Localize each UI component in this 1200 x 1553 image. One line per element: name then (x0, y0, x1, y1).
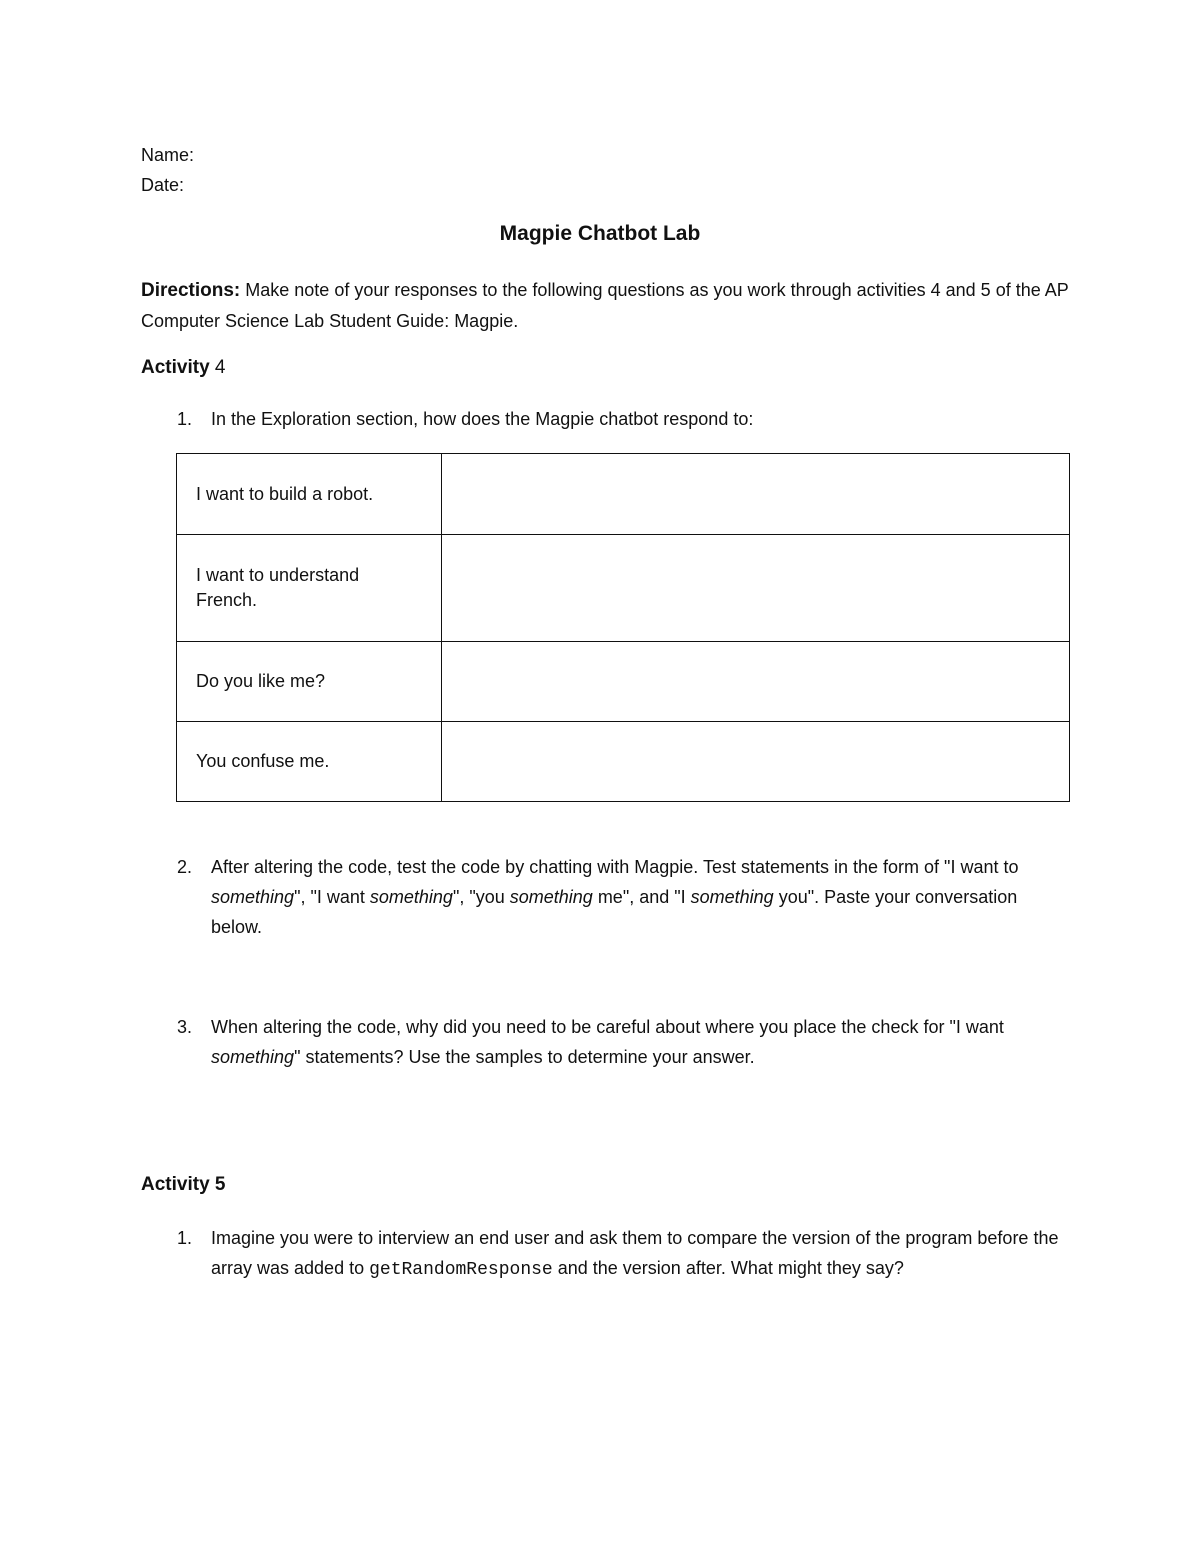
name-label: Name: (141, 145, 195, 165)
table-row (177, 535, 1070, 642)
activity-5-heading: Activity 5 (141, 1174, 226, 1195)
prompt-cell: Do you like me? (177, 642, 442, 722)
question-text: After altering the code, test the code by chatting with Magpie. Test statements in the form of "I want to something", "I want something", "you something me", and "I something you". Paste your conversation below. (211, 857, 1019, 937)
activity-4-question-1 (141, 404, 1061, 434)
response-cell[interactable] (442, 722, 1070, 802)
question-text: Imagine you were to interview an end user and ask them to compare the version of the program before the array was added to getRandomResponse and the version after. What might they say? (211, 1228, 1059, 1280)
activity-4-question-3 (141, 1012, 1061, 1072)
prompt-cell: I want to build a robot. (177, 454, 442, 535)
response-cell[interactable] (442, 535, 1070, 642)
question-number: 1. (177, 409, 193, 429)
question-number: 1. (177, 1228, 193, 1248)
prompt-cell: I want to understand French. (177, 535, 442, 642)
response-cell[interactable] (442, 454, 1070, 535)
table-row (177, 642, 1070, 722)
question-text: In the Exploration section, how does the Magpie chatbot respond to: (211, 409, 754, 429)
response-cell[interactable] (442, 642, 1070, 722)
activity-5-question-1 (141, 1223, 1061, 1285)
code-term: getRandomResponse (369, 1260, 553, 1280)
date-label: Date: (141, 175, 185, 195)
question-number: 3. (177, 1017, 193, 1037)
directions-text: Make note of your responses to the following questions as you work through activities 4 and 5 of the AP Computer Science Lab Student Guide: Magpie. (141, 280, 1069, 331)
directions-paragraph (141, 275, 1071, 336)
activity-4-heading: Activity 4 (141, 357, 226, 378)
response-table (176, 453, 1070, 802)
table-row (177, 454, 1070, 535)
question-text: When altering the code, why did you need to be careful about where you place the check for "I want something" statements? Use the samples to determine your answer. (211, 1017, 1004, 1067)
prompt-cell: You confuse me. (177, 722, 442, 802)
question-number: 2. (177, 857, 193, 877)
table-row (177, 722, 1070, 802)
activity-4-question-2 (141, 852, 1061, 942)
page-title: Magpie Chatbot Lab (499, 222, 701, 245)
directions-label: Directions: (141, 280, 241, 301)
